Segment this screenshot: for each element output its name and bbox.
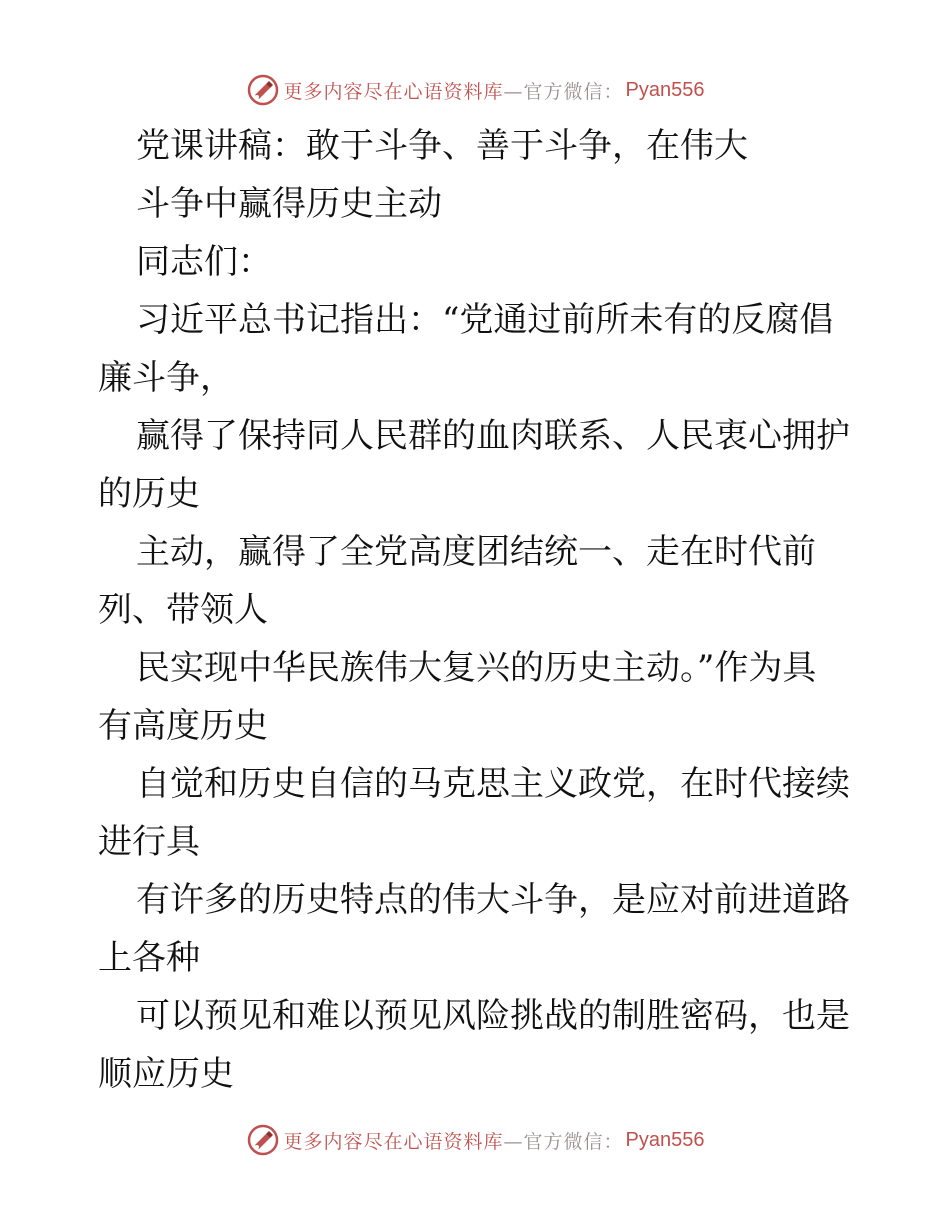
- promo-text: 更多内容尽在心语资料库: [283, 1130, 504, 1153]
- wechat-label: —官方微信：: [503, 80, 624, 103]
- wechat-id: Pyan556: [625, 1128, 705, 1151]
- paragraph-line: 民实现中华民族伟大复兴的历史主动。”作为具: [136, 648, 817, 688]
- paragraph-line: 可以预见和难以预见风险挑战的制胜密码，也是: [136, 996, 850, 1036]
- title-line: 党课讲稿：敢于斗争、善于斗争，在伟大: [136, 126, 748, 166]
- paragraph-line: 进行具: [98, 822, 200, 862]
- pen-logo-icon: [246, 1123, 280, 1157]
- paragraph-line: 的历史: [98, 474, 200, 514]
- wechat-label: —官方微信：: [503, 1130, 624, 1153]
- header-banner: [0, 70, 950, 110]
- paragraph-line: 主动，赢得了全党高度团结统一、走在时代前: [136, 532, 816, 572]
- document-body: [98, 117, 868, 1103]
- title-line: 斗争中赢得历史主动: [136, 184, 442, 224]
- paragraph-line: 有许多的历史特点的伟大斗争，是应对前进道路: [136, 880, 850, 920]
- paragraph-line: 列、带领人: [98, 590, 268, 630]
- promo-text: 更多内容尽在心语资料库: [283, 80, 504, 103]
- wechat-id: Pyan556: [625, 78, 705, 101]
- salutation: 同志们：: [136, 242, 272, 282]
- paragraph-line: 赢得了保持同人民群的血肉联系、人民衷心拥护: [136, 416, 850, 456]
- paragraph-line: 习近平总书记指出：“党通过前所未有的反腐倡: [136, 300, 834, 340]
- paragraph-line: 廉斗争，: [98, 358, 234, 398]
- paragraph-line: 上各种: [98, 938, 200, 978]
- paragraph-line: 顺应历史: [98, 1054, 234, 1094]
- footer-banner: [0, 1120, 950, 1160]
- paragraph-line: 有高度历史: [98, 706, 268, 746]
- pen-logo-icon: [246, 73, 280, 107]
- paragraph-line: 自觉和历史自信的马克思主义政党，在时代接续: [136, 764, 850, 804]
